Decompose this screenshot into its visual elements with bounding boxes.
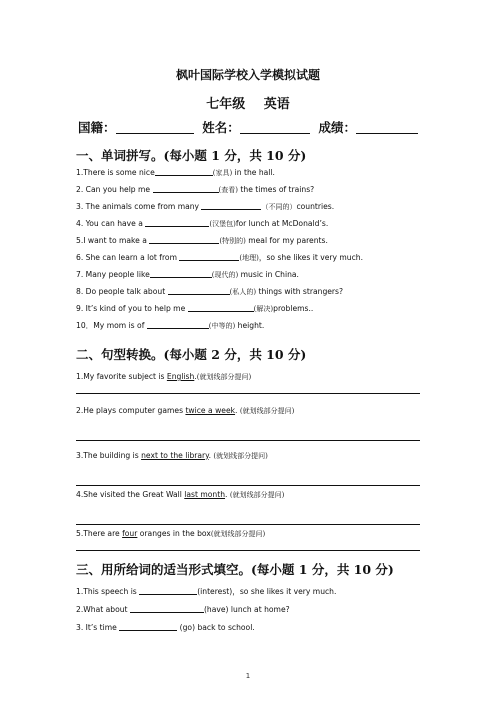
instruction-note: (就划线部分提问) (229, 491, 285, 499)
hint: （不同的） (261, 203, 297, 211)
item-text: 2.He plays computer games (76, 406, 186, 415)
student-info-row (0, 118, 496, 136)
s1-item-5 (76, 235, 328, 246)
item-text: problems.. (273, 304, 314, 313)
hint: (查看) (218, 186, 238, 194)
given-word: (interest) (197, 587, 233, 596)
answer-line[interactable] (76, 524, 420, 525)
nationality-label: 国籍： (78, 120, 116, 135)
hint: (汉堡包) (209, 220, 236, 228)
s3-item-1 (76, 586, 336, 597)
item-text: oranges in the box (137, 529, 211, 538)
hint: (中等的) (208, 322, 236, 330)
answer-blank[interactable] (188, 303, 254, 312)
answer-line[interactable] (76, 440, 420, 441)
page-number: 1 (245, 672, 251, 680)
name-blank[interactable] (240, 121, 310, 134)
hint: (解决) (253, 305, 274, 313)
s1-item-10 (76, 320, 264, 331)
item-text: meal for my parents. (245, 236, 328, 245)
s3-item-2 (76, 604, 290, 615)
answer-blank[interactable] (168, 286, 230, 295)
score-blank[interactable] (356, 121, 418, 134)
item-text: 5.I want to make a (76, 236, 150, 245)
s2-item-1 (76, 372, 251, 382)
underlined-part: next to the library (141, 451, 209, 460)
given-word: (go) (177, 623, 196, 632)
exam-title: 枫叶国际学校入学模拟试题 (175, 68, 320, 82)
item-text: 3. The animals come from many (76, 202, 202, 211)
item-text: 9. It’s kind of you to help me (76, 304, 188, 313)
name-label: 姓名： (202, 120, 240, 135)
hint: (私人的) (229, 288, 257, 296)
answer-blank[interactable] (179, 252, 239, 261)
hint: (现代的) (211, 271, 239, 279)
answer-blank[interactable] (155, 167, 213, 176)
s2-item-2 (76, 406, 294, 416)
grade-subject (0, 93, 496, 112)
item-text: 8. Do people talk about (76, 287, 168, 296)
s1-item-4 (76, 218, 328, 229)
answer-blank[interactable] (150, 269, 212, 278)
instruction-note: (就划线部分提问) (213, 452, 268, 460)
grade-label: 七年级 (206, 97, 246, 112)
hint: (特别的) (219, 237, 246, 245)
underlined-part: last month (184, 490, 226, 499)
item-text: the times of trains? (238, 185, 315, 194)
s2-item-3 (76, 451, 268, 461)
given-word: (have) (203, 605, 229, 614)
answer-blank[interactable] (149, 235, 219, 244)
underlined-part: twice a week (185, 406, 236, 415)
underlined-part: four (122, 529, 138, 538)
item-text: 2.What about (76, 605, 130, 614)
s1-item-7 (76, 269, 299, 280)
answer-blank[interactable] (119, 622, 177, 631)
score-label: 成绩： (318, 120, 356, 135)
item-text: 3.The building is (76, 451, 142, 460)
item-text: . (235, 406, 240, 415)
item-text: things with strangers? (256, 287, 344, 296)
item-text: height. (235, 321, 265, 330)
section3-heading: 三、用所给词的适当形式填空。(每小题 1 分，共 10 分) (76, 562, 394, 577)
answer-blank[interactable] (147, 320, 209, 329)
answer-blank[interactable] (145, 218, 209, 227)
instruction-note: (就划线部分提问) (210, 530, 266, 538)
item-text: music in China. (238, 270, 299, 279)
s1-item-6 (76, 252, 363, 263)
item-text: 1.My favorite subject is (76, 372, 167, 381)
answer-blank[interactable] (201, 201, 261, 210)
item-text: 3. It’s time (76, 623, 120, 632)
answer-blank[interactable] (139, 586, 197, 595)
hint: (地理) (239, 254, 259, 262)
item-text: countries. (296, 202, 335, 211)
item-text: 2. Can you help me (76, 185, 153, 194)
item-text: lunch at home? (228, 605, 290, 614)
answer-blank[interactable] (130, 604, 204, 613)
item-text: 1.This speech is (76, 587, 140, 596)
item-text: back to school. (195, 623, 255, 632)
answer-line[interactable] (76, 485, 420, 486)
item-text: 5.There are (76, 529, 123, 538)
item-text: . (194, 372, 197, 381)
s2-item-4 (76, 490, 284, 500)
answer-line[interactable] (76, 550, 420, 551)
section1-heading: 一、单词拼写。(每小题 1 分，共 10 分) (76, 148, 307, 163)
nationality-blank[interactable] (116, 121, 194, 134)
answer-blank[interactable] (153, 184, 219, 193)
item-text: 4.She visited the Great Wall (76, 490, 185, 499)
s2-item-5 (76, 529, 265, 539)
s1-item-3 (76, 201, 334, 212)
underlined-part: English (166, 372, 195, 381)
item-text: in the hall. (232, 168, 275, 177)
item-text: ，so she likes it very much. (232, 587, 337, 596)
item-text: 7. Many people like (76, 270, 150, 279)
item-text: . (208, 451, 214, 460)
item-text: for lunch at McDonald’s. (235, 219, 329, 228)
subject-label: 英语 (263, 97, 290, 112)
s1-item-9 (76, 303, 313, 314)
item-text: ，so she likes it very much. (258, 253, 364, 262)
section2-heading: 二、句型转换。(每小题 2 分，共 10 分) (76, 347, 307, 362)
answer-line[interactable] (76, 393, 420, 394)
item-text: . (225, 490, 230, 499)
s1-item-8 (76, 286, 343, 297)
s3-item-3 (76, 622, 255, 633)
hint: (家具) (212, 169, 233, 177)
instruction-note: (就划线部分提问) (196, 373, 252, 381)
s1-item-1 (76, 167, 275, 178)
item-text: 1.There is some nice (76, 168, 155, 177)
item-text: 10．My mom is of (76, 321, 147, 330)
item-text: 4. You can have a (76, 219, 146, 228)
item-text: 6. She can learn a lot from (76, 253, 180, 262)
instruction-note: (就划线部分提问) (239, 407, 295, 415)
s1-item-2 (76, 184, 314, 195)
